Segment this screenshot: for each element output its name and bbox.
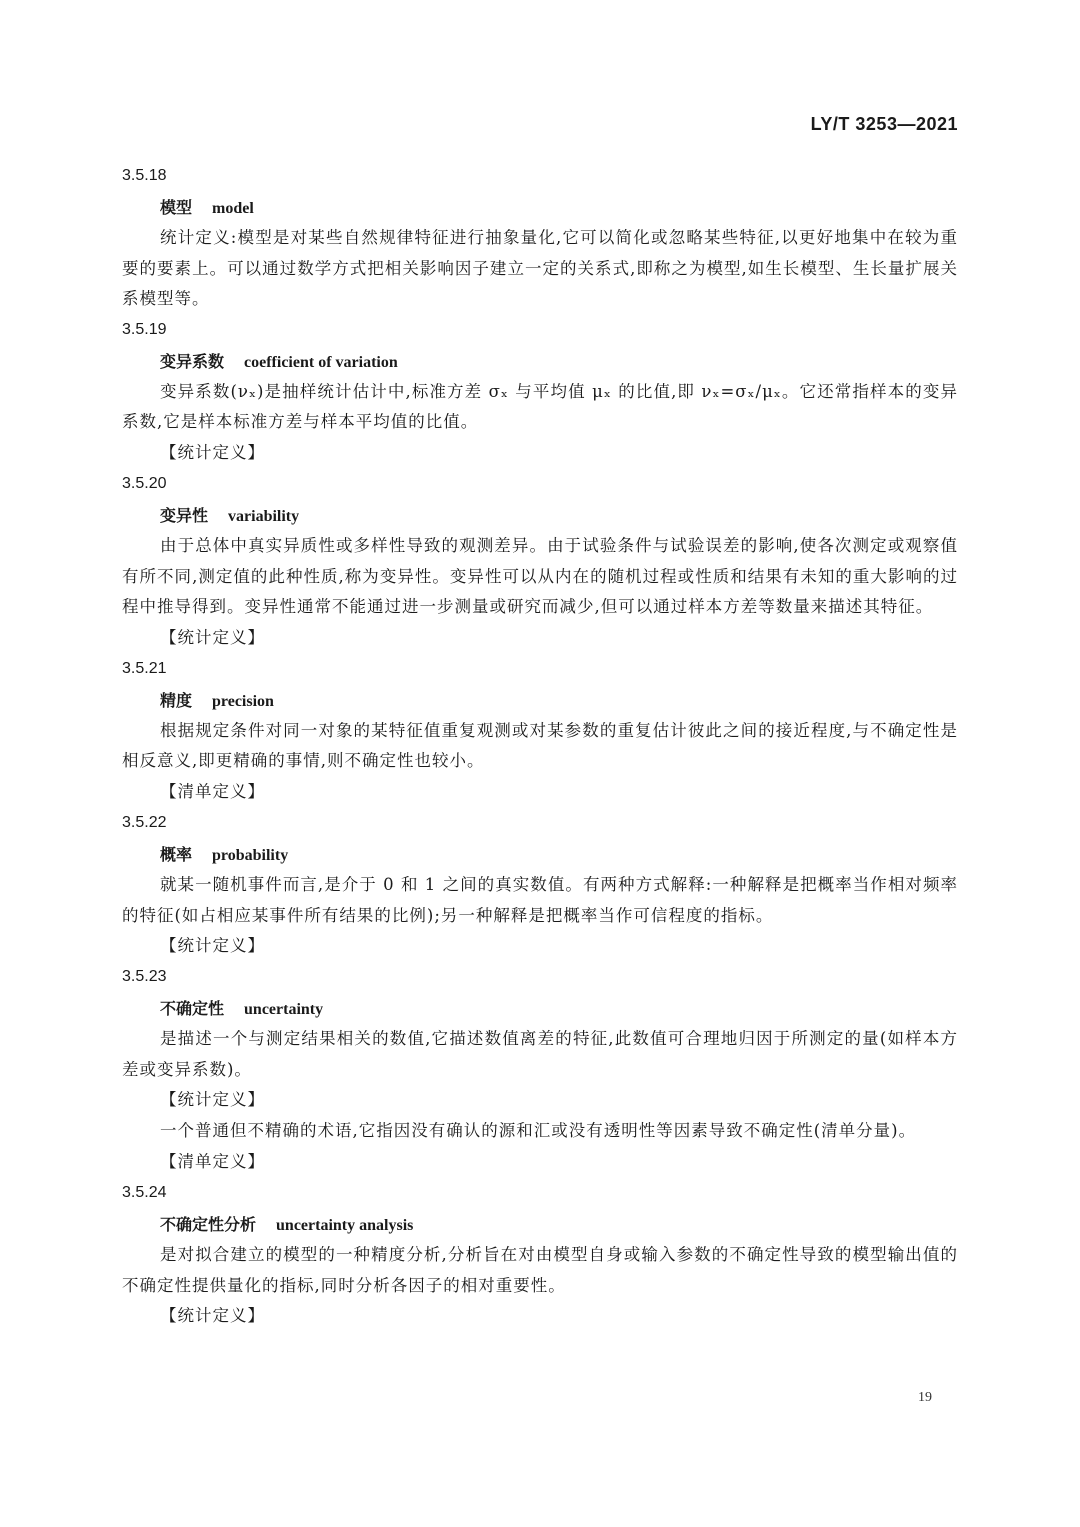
term-zh: 变异系数 [160, 351, 225, 371]
entry-term [122, 993, 958, 1024]
term-entry [122, 469, 958, 654]
term-entry [122, 315, 958, 469]
entry-number: 3.5.18 [122, 167, 167, 184]
term-zh: 模型 [160, 198, 193, 217]
term-zh: 变异性 [160, 505, 209, 525]
entry-term [122, 500, 958, 531]
entry-definition: 统计定义:模型是对某些自然规律特征进行抽象量化,它可以简化或忽略某些特征,以更好地集中在较为重要的要素上。可以通过数学方式把相关影响因子建立一定的关系式,即称之为模型,如生长模型、生长量扩展关系模型等。 [122, 228, 958, 309]
entry-definition: 变异系数(νₓ)是抽样统计估计中,标准方差 σₓ 与平均值 μₓ 的比值,即 νₓ=σₓ/μₓ。它还常指样本的变异系数,它是样本标准方差与样本平均值的比值。 [122, 381, 958, 432]
term-entry [122, 1178, 958, 1332]
entry-number: 3.5.21 [122, 659, 167, 677]
term-en: coefficient of variation [244, 353, 398, 371]
entry-source-secondary: 【清单定义】 [160, 1151, 265, 1171]
entry-term [122, 839, 958, 870]
term-entry [122, 161, 958, 315]
entry-definition-secondary: 一个普通但不精确的术语,它指因没有确认的源和汇或没有透明性等因素导致不确定性(清单分量)。 [160, 1121, 917, 1141]
term-zh: 不确定性 [160, 999, 225, 1019]
term-en: uncertainty analysis [276, 1216, 414, 1234]
entry-term [122, 685, 958, 716]
entry-definition: 就某一随机事件而言,是介于 0 和 1 之间的真实数值。有两种方式解释:一种解释是把概率当作相对频率的特征(如占相应某事件所有结果的比例);另一种解释是把概率当作可信程度的指标。 [122, 874, 958, 925]
term-entry [122, 962, 958, 1178]
term-en: variability [228, 507, 300, 525]
page-number: 19 [918, 1390, 932, 1405]
term-en: probability [212, 846, 289, 864]
entry-number: 3.5.23 [122, 968, 167, 986]
page-content [122, 161, 958, 1332]
entry-definition: 是描述一个与测定结果相关的数值,它描述数值离差的特征,此数值可合理地归因于所测定的量(如样本方差或变异系数)。 [122, 1029, 958, 1079]
term-zh: 概率 [160, 844, 193, 864]
entry-definition: 根据规定条件对同一对象的某特征值重复观测或对某参数的重复估计彼此之间的接近程度,与不确定性是相反意义,即更精确的事情,则不确定性也较小。 [122, 720, 958, 771]
standard-code: LY/T 3253—2021 [810, 114, 958, 134]
entry-number: 3.5.19 [122, 320, 167, 338]
entry-number: 3.5.24 [122, 1183, 167, 1201]
entry-number: 3.5.20 [122, 474, 167, 492]
entry-source: 【统计定义】 [160, 1090, 265, 1110]
entry-source: 【统计定义】 [160, 936, 265, 956]
term-en: model [212, 200, 254, 217]
entry-source: 【统计定义】 [160, 627, 265, 647]
term-zh: 精度 [160, 690, 193, 710]
term-entry [122, 808, 958, 962]
term-en: precision [212, 692, 274, 710]
entry-source: 【清单定义】 [160, 781, 265, 801]
term-en: uncertainty [244, 1001, 324, 1019]
entry-source: 【统计定义】 [160, 442, 265, 462]
entry-definition: 由于总体中真实异质性或多样性导致的观测差异。由于试验条件与试验误差的影响,使各次测定或观察值有所不同,测定值的此种性质,称为变异性。变异性可以从内在的随机过程或性质和结果有未知的重大影响的过程中推导得到。变异性通常不能通过进一步测量或研究而减少,但可以通过样本方差等数量来描述其特征。 [122, 535, 958, 617]
term-zh: 不确定性分析 [160, 1214, 257, 1234]
entry-term [122, 192, 958, 223]
term-entry [122, 654, 958, 808]
entry-term [122, 1209, 958, 1240]
entry-definition: 是对拟合建立的模型的一种精度分析,分析旨在对由模型自身或输入参数的不确定性导致的模型输出值的不确定性提供量化的指标,同时分析各因子的相对重要性。 [122, 1244, 958, 1295]
entry-number: 3.5.22 [122, 813, 167, 831]
entry-source: 【统计定义】 [160, 1306, 265, 1326]
entry-term [122, 346, 958, 377]
